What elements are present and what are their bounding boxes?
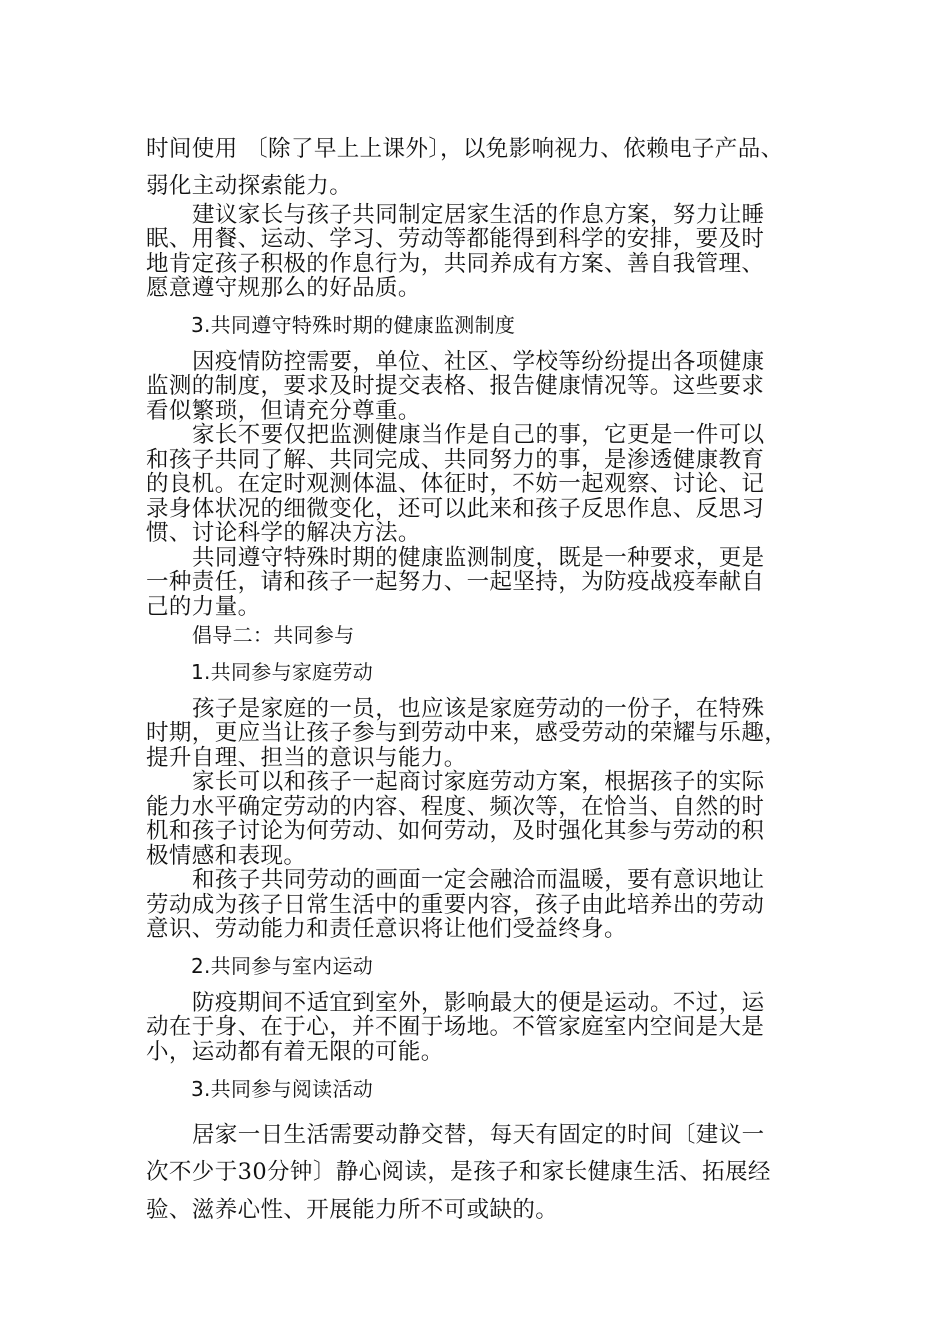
section-heading: 3.共同遵守特殊时期的健康监测制度: [191, 313, 516, 337]
paragraph-line: 地肯定孩子积极的作息行为，共同养成有方案、善自我管理、: [146, 251, 765, 277]
paragraph-line: 孩子是家庭的一员，也应该是家庭劳动的一份子，在特殊: [192, 696, 765, 722]
paragraph-line: 看似繁琐，但请充分尊重。: [146, 398, 421, 424]
paragraph-line: 共同遵守特殊时期的健康监测制度，既是一种要求，更是: [192, 545, 765, 571]
paragraph-line: 次不少于30分钟〕静心阅读，是孩子和家长健康生活、拓展经: [146, 1159, 771, 1185]
section-heading: 倡导二：共同参与: [192, 623, 355, 647]
paragraph-line: 劳动成为孩子日常生活中的重要内容，孩子由此培养出的劳动: [146, 892, 765, 918]
paragraph-line: 小，运动都有着无限的可能。: [146, 1039, 444, 1065]
paragraph-line: 惯、讨论科学的解决方法。: [146, 520, 421, 546]
paragraph-line: 一种责任，请和孩子一起努力、一起坚持，为防疫战疫奉献自: [146, 569, 765, 595]
paragraph-line: 建议家长与孩子共同制定居家生活的作息方案，努力让睡: [192, 202, 765, 228]
paragraph-line: 防疫期间不适宜到室外，影响最大的便是运动。不过，运: [192, 990, 765, 1016]
paragraph-line: 居家一日生活需要动静交替，每天有固定的时间〔建议一: [192, 1122, 765, 1148]
paragraph-line: 愿意遵守规那么的好品质。: [146, 275, 421, 301]
paragraph-line: 时间使用 〔除了早上上课外〕，以免影响视力、依赖电子产品、: [146, 136, 784, 162]
paragraph-line: 的良机。在定时观测体温、体征时，不妨一起观察、讨论、记: [146, 471, 765, 497]
paragraph-line: 和孩子共同了解、共同完成、共同努力的事，是渗透健康教育: [146, 447, 765, 473]
paragraph-line: 机和孩子讨论为何劳动、如何劳动，及时强化其参与劳动的积: [146, 818, 765, 844]
paragraph-line: 弱化主动探索能力。: [146, 173, 353, 199]
paragraph-line: 和孩子共同劳动的画面一定会融洽而温暖，要有意识地让: [192, 867, 765, 893]
paragraph-line: 时期，更应当让孩子参与到劳动中来，感受劳动的荣耀与乐趣，: [146, 720, 788, 746]
section-heading: 1.共同参与家庭劳动: [191, 660, 374, 684]
paragraph-line: 因疫情防控需要，单位、社区、学校等纷纷提出各项健康: [192, 349, 765, 375]
paragraph-line: 家长可以和孩子一起商讨家庭劳动方案，根据孩子的实际: [192, 769, 765, 795]
paragraph-line: 验、滋养心性、开展能力所不可或缺的。: [146, 1197, 559, 1223]
paragraph-line: 录身体状况的细微变化，还可以此来和孩子反思作息、反思习: [146, 496, 765, 522]
paragraph-line: 提升自理、担当的意识与能力。: [146, 745, 467, 771]
paragraph-line: 意识、劳动能力和责任意识将让他们受益终身。: [146, 916, 627, 942]
paragraph-line: 监测的制度，要求及时提交表格、报告健康情况等。这些要求: [146, 373, 765, 399]
section-heading: 3.共同参与阅读活动: [191, 1077, 374, 1101]
paragraph-line: 能力水平确定劳动的内容、程度、频次等，在恰当、自然的时: [146, 794, 765, 820]
paragraph-line: 家长不要仅把监测健康当作是自己的事，它更是一件可以: [192, 422, 765, 448]
paragraph-line: 己的力量。: [146, 594, 261, 620]
section-heading: 2.共同参与室内运动: [191, 954, 374, 978]
paragraph-line: 眠、用餐、运动、学习、劳动等都能得到科学的安排，要及时: [146, 226, 765, 252]
paragraph-line: 极情感和表现。: [146, 843, 307, 869]
paragraph-line: 动在于身、在于心，并不囿于场地。不管家庭室内空间是大是: [146, 1014, 765, 1040]
